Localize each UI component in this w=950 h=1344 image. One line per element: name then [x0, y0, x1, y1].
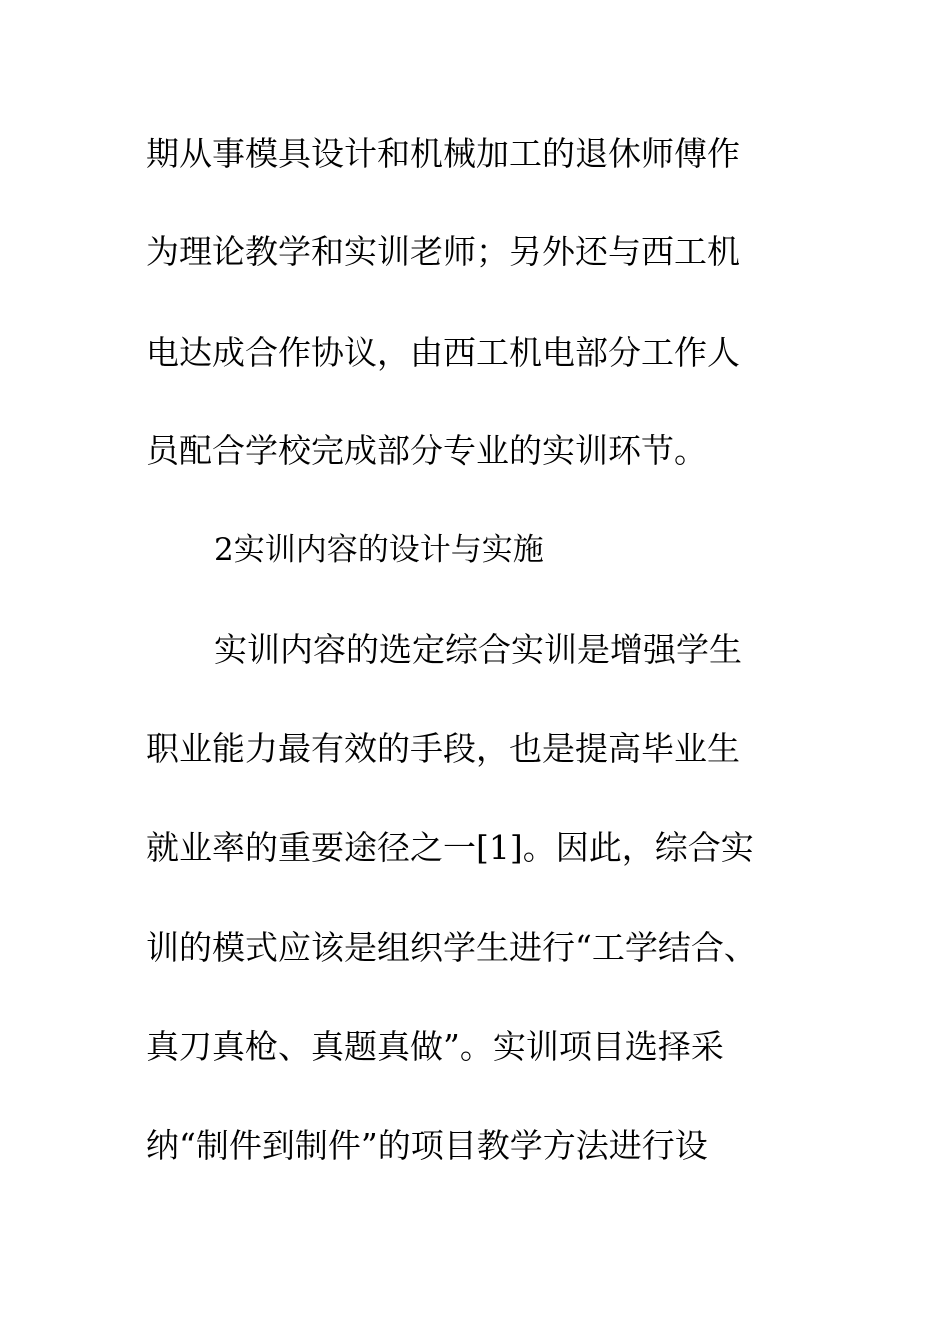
body-text-line: 就业率的重要途径之一[1]。因此，综合实: [146, 828, 754, 867]
section-heading: 2实训内容的设计与实施: [214, 532, 544, 568]
body-text-line: 电达成合作协议，由西工机电部分工作人: [146, 333, 740, 372]
paragraph-first-line: 实训内容的选定综合实训是增强学生: [214, 630, 742, 669]
body-text-line: 员配合学校完成部分专业的实训环节。: [146, 431, 707, 470]
body-text-line: 训的模式应该是组织学生进行“工学结合、: [146, 928, 757, 967]
body-text-line: 期从事模具设计和机械加工的退休师傅作: [146, 134, 740, 173]
body-text-line: 真刀真枪、真题真做”。实训项目选择采: [146, 1027, 724, 1066]
body-text-line: 纳“制件到制件”的项目教学方法进行设: [146, 1126, 708, 1165]
body-text-line: 职业能力最有效的手段，也是提高毕业生: [146, 729, 740, 768]
body-text-line: 为理论教学和实训老师；另外还与西工机: [146, 232, 740, 271]
